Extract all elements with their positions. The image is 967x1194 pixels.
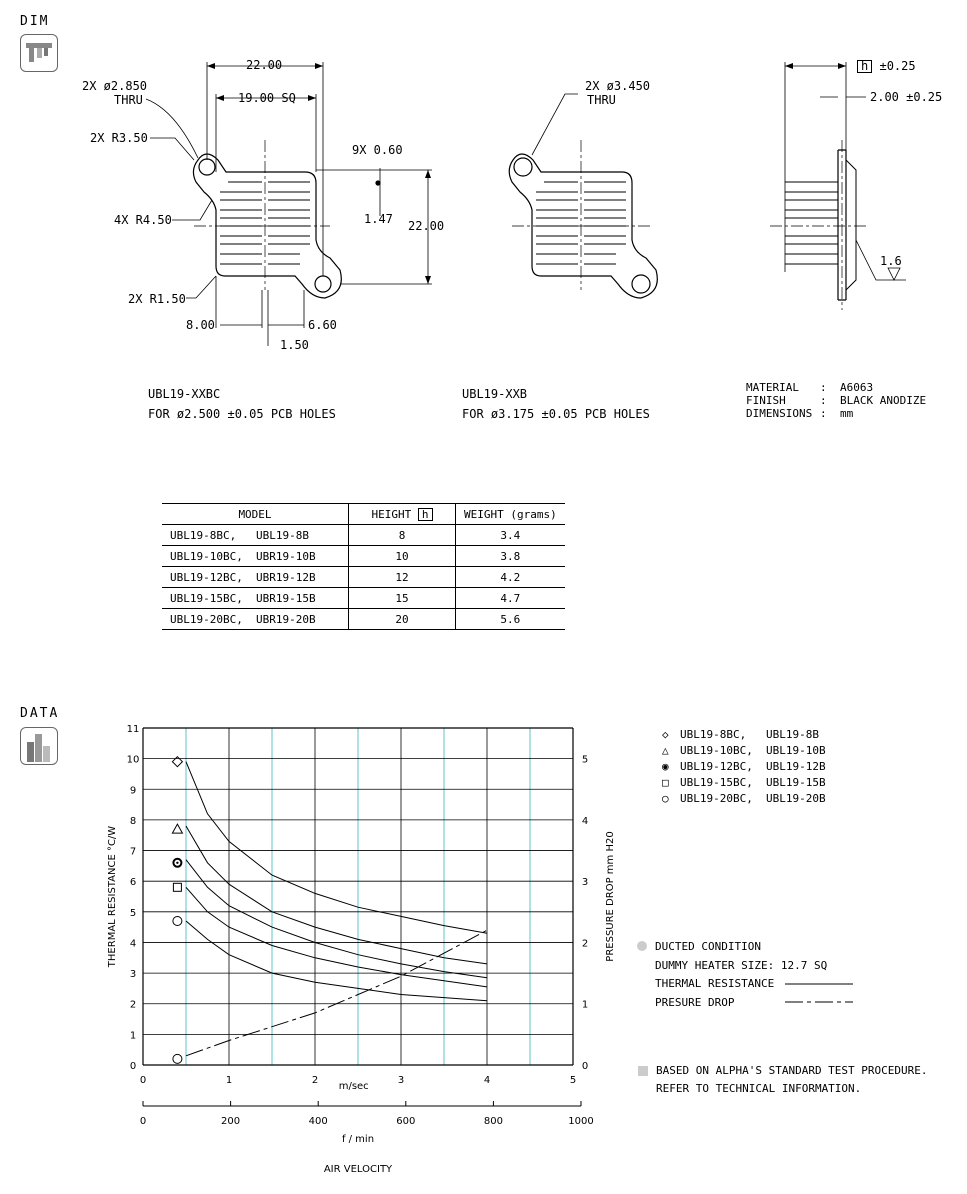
legend-label: UBL19-8BC, (680, 728, 747, 741)
y-tick-label: 6 (129, 877, 137, 889)
table-row: UBL19-15BC, UBR19-15B 15 4.7 (162, 588, 565, 609)
y-tick-label: 10 (126, 754, 140, 766)
series-line (186, 826, 487, 964)
colon: : (820, 381, 827, 394)
colon: : (820, 394, 827, 407)
y-tick-label: 1 (129, 1030, 137, 1042)
dim-hole-1: 2X ø2.850 (82, 79, 148, 93)
dimensions-label: DIMENSIONS (746, 407, 813, 420)
dim-h-tol: h ±0.25 (857, 59, 916, 73)
x-axis-title: AIR VELOCITY (323, 1164, 393, 1175)
triangle-icon: △ (662, 744, 669, 757)
y-tick-label: 9 (129, 785, 137, 797)
note-pressure: PRESURE DROP (655, 996, 735, 1009)
y-tick-label: 3 (129, 969, 137, 981)
legend-label: UBL19-8B (766, 728, 819, 741)
legend-label: UBL19-10B (766, 744, 826, 757)
dimensions-value: mm (840, 407, 854, 420)
finish-label: FINISH (746, 394, 786, 407)
header-height: HEIGHT h (349, 504, 456, 525)
header-weight: WEIGHT (grams) (456, 504, 565, 525)
table-header-row (162, 504, 565, 525)
y2-tick-label: 4 (581, 815, 589, 827)
table-row: UBL19-20BC, UBR19-20B 20 5.6 (162, 609, 565, 630)
y2-tick-label: 2 (581, 938, 589, 950)
dot-circle-icon: ◉ (662, 760, 669, 773)
dim-r450: 4X R4.50 (114, 213, 172, 227)
series-line (186, 887, 487, 987)
dim-fins: 9X 0.60 (352, 143, 403, 157)
x-axis-label: m/sec (338, 1081, 369, 1092)
y2-tick-label: 0 (581, 1061, 589, 1072)
y2-axis-label: PRESSURE DROP mm H20 (605, 831, 616, 962)
series-line (186, 860, 487, 978)
x-tick-label: 0 (139, 1075, 147, 1086)
legend-label: UBL19-12B (766, 760, 826, 773)
bullet-icon (637, 941, 647, 951)
dim-r150: 2X R1.50 (128, 292, 186, 306)
colon: : (820, 407, 827, 420)
finish-value: BLACK ANODIZE (840, 394, 927, 407)
x2-tick-label: 400 (308, 1116, 328, 1127)
thermal-chart (0, 700, 967, 1194)
dim-square: 19.00 SQ (238, 91, 296, 105)
dim-section-label: DIM (20, 14, 50, 29)
y-tick-label: 8 (129, 815, 137, 827)
material-label: MATERIAL (746, 381, 799, 394)
variant-desc: FOR ø2.500 ±0.05 PCB HOLES (148, 407, 336, 421)
variant-name: UBL19-XXBC (148, 387, 221, 401)
note-standard-1: BASED ON ALPHA'S STANDARD TEST PROCEDURE. (656, 1064, 928, 1077)
bullet-icon (638, 1066, 648, 1076)
table-row: UBL19-10BC, UBR19-10B 10 3.8 (162, 546, 565, 567)
y-tick-label: 5 (129, 907, 137, 919)
legend-label: UBL19-15B (766, 776, 826, 789)
x2-tick-label: 600 (396, 1116, 416, 1127)
legend-label: UBL19-10BC, (680, 744, 753, 757)
dim-hole-2: 2X ø3.450 (585, 79, 651, 93)
square-icon: □ (662, 776, 669, 789)
triangle-marker (172, 824, 182, 833)
x-tick-label: 1 (225, 1075, 233, 1086)
dim-pin: 1.6 (880, 254, 902, 268)
dim-147: 1.47 (364, 212, 393, 226)
circle-icon: ○ (662, 792, 669, 805)
note-thermal: THERMAL RESISTANCE (655, 977, 775, 990)
legend-label: UBL19-20B (766, 792, 826, 805)
x2-tick-label: 0 (139, 1116, 147, 1127)
legend-label: UBL19-15BC, (680, 776, 753, 789)
variant-name: UBL19-XXB (462, 387, 528, 401)
circle-marker (173, 917, 182, 926)
x-tick-label: 4 (483, 1075, 491, 1086)
table-row: UBL19-12BC, UBR19-12B 12 4.2 (162, 567, 565, 588)
legend-label: UBL19-20BC, (680, 792, 753, 805)
material-value: A6063 (840, 381, 874, 394)
x2-axis-label: f / min (341, 1134, 375, 1145)
x-tick-label: 5 (569, 1075, 577, 1086)
y-tick-label: 2 (129, 999, 137, 1011)
x2-tick-label: 200 (221, 1116, 241, 1127)
x2-tick-label: 1000 (568, 1116, 594, 1127)
dot-circle-marker-dot (176, 862, 178, 864)
dim-150: 1.50 (280, 338, 309, 352)
line-style-key (785, 975, 865, 1015)
note-standard-2: REFER TO TECHNICAL INFORMATION. (656, 1082, 862, 1095)
dim-base-thickness: 2.00 ±0.25 (870, 90, 943, 104)
series-line (186, 762, 487, 934)
pressure-drop-marker (173, 1054, 182, 1063)
note-heater: DUMMY HEATER SIZE: 12.7 SQ (655, 959, 828, 972)
dim-width: 22.00 (246, 58, 283, 72)
x-tick-label: 3 (397, 1075, 405, 1086)
dim-660: 6.60 (308, 318, 337, 332)
header-model: MODEL (162, 504, 349, 525)
data-section-label: DATA (20, 706, 60, 721)
x-tick-label: 2 (311, 1075, 319, 1086)
table-row: UBL19-8BC, UBL19-8B 8 3.4 (162, 525, 565, 546)
y-tick-label: 7 (129, 846, 137, 858)
x2-tick-label: 800 (483, 1116, 503, 1127)
dim-thru-2: THRU (587, 93, 616, 107)
dim-thru-1: THRU (114, 93, 143, 107)
variant-desc: FOR ø3.175 ±0.05 PCB HOLES (462, 407, 650, 421)
y-tick-label: 4 (129, 938, 137, 950)
y2-tick-label: 5 (581, 754, 589, 766)
note-ducted: DUCTED CONDITION (655, 940, 761, 953)
square-marker (173, 883, 181, 891)
dim-800: 8.00 (186, 318, 215, 332)
y2-tick-label: 1 (581, 999, 589, 1011)
y2-tick-label: 3 (581, 877, 589, 889)
model-table (162, 503, 565, 630)
legend-label: UBL19-12BC, (680, 760, 753, 773)
dim-height: 22.00 (408, 219, 445, 233)
y-axis-label: THERMAL RESISTANCE °C/W (107, 825, 118, 968)
y-tick-label: 11 (126, 724, 140, 735)
diamond-marker (172, 757, 182, 767)
dim-r350: 2X R3.50 (90, 131, 148, 145)
y-tick-label: 0 (129, 1061, 137, 1072)
diamond-icon: ◇ (662, 728, 669, 741)
technical-drawing (0, 0, 967, 370)
